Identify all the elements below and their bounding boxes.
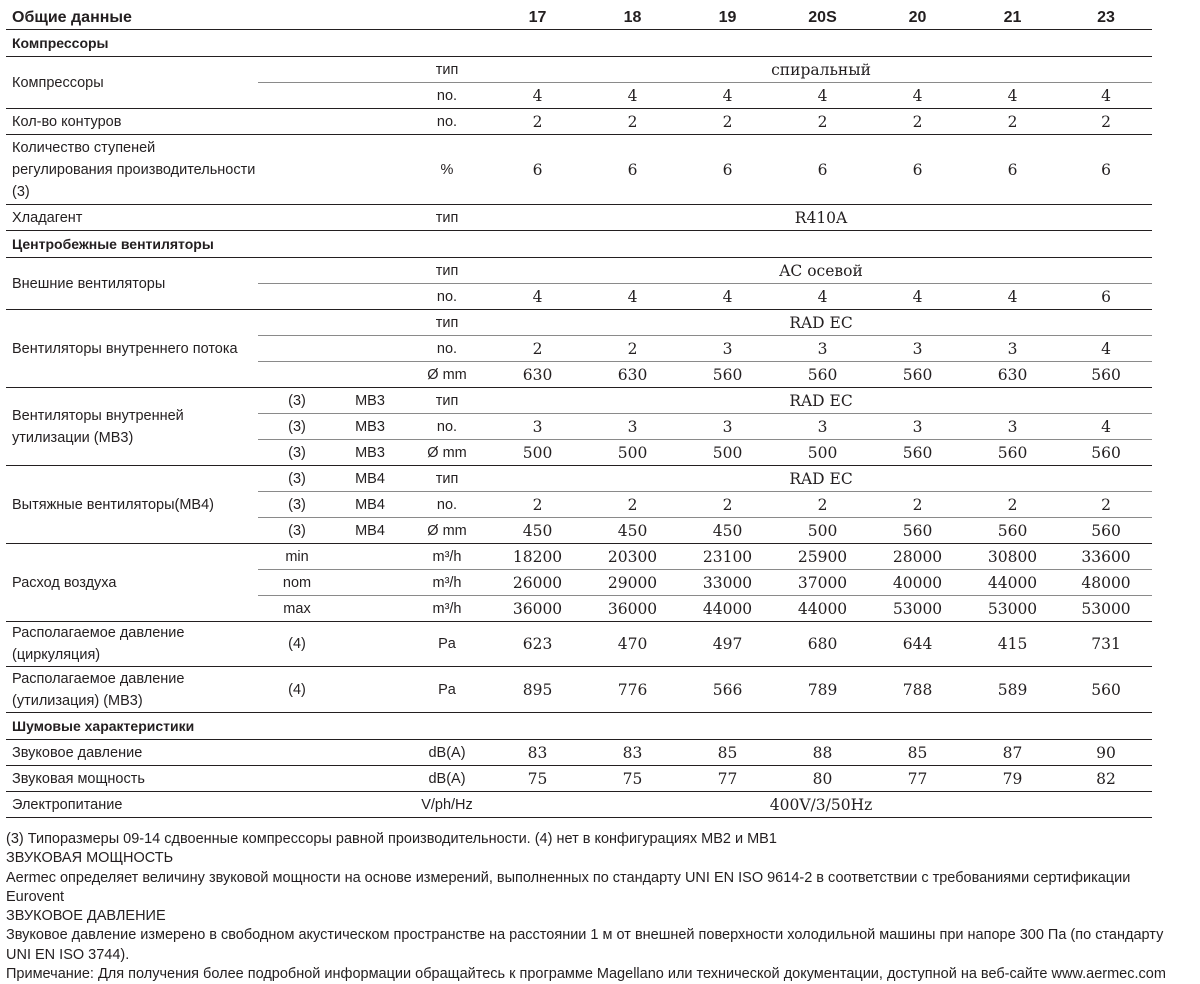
value-cell: 4 xyxy=(490,284,585,310)
value-cell: 44000 xyxy=(680,596,775,622)
row-model xyxy=(336,362,404,388)
value-cell: 53000 xyxy=(1060,596,1152,622)
row-unit: тип xyxy=(404,466,490,492)
row-model xyxy=(336,135,404,205)
table-row xyxy=(6,109,1152,135)
value-cell: 560 xyxy=(1060,518,1152,544)
row-model xyxy=(336,740,404,766)
value-cell: 630 xyxy=(965,362,1060,388)
value-cell: 3 xyxy=(965,414,1060,440)
value-cell: 2 xyxy=(1060,109,1152,135)
footnote-line: ЗВУКОВАЯ МОЩНОСТЬ xyxy=(6,850,174,867)
row-note: min xyxy=(258,544,336,570)
table-row xyxy=(6,766,1152,792)
value-cell: 4 xyxy=(775,83,870,109)
value-cell: 4 xyxy=(680,284,775,310)
value-cell: 23100 xyxy=(680,544,775,570)
table-row xyxy=(6,740,1152,766)
row-note xyxy=(258,362,336,388)
value-cell: 776 xyxy=(585,667,680,713)
row-unit: тип xyxy=(404,258,490,284)
row-note xyxy=(258,740,336,766)
footnote-line: Звуковое давление измерено в свободном акустическом пространстве на расстоянии 1 м от внешней поверхности холодильной машины при напоре 300 Па (по стандарту UNI EN ISO 3744). xyxy=(6,927,1164,963)
row-model xyxy=(336,336,404,362)
value-cell: 36000 xyxy=(585,596,680,622)
table-row xyxy=(6,310,1152,336)
row-model: MB3 xyxy=(336,414,404,440)
value-cell: 18200 xyxy=(490,544,585,570)
row-model xyxy=(336,667,404,713)
value-cell: 79 xyxy=(965,766,1060,792)
spanning-value: RAD EC xyxy=(490,466,1152,492)
value-cell: 83 xyxy=(585,740,680,766)
value-cell: 450 xyxy=(585,518,680,544)
value-cell: 33600 xyxy=(1060,544,1152,570)
value-cell: 3 xyxy=(775,414,870,440)
row-note: (3) xyxy=(258,518,336,544)
row-label: Вентиляторы внутреннего потока xyxy=(6,310,258,388)
row-unit: Ø mm xyxy=(404,362,490,388)
footnote-line: ЗВУКОВОЕ ДАВЛЕНИЕ xyxy=(6,908,166,925)
value-cell: 497 xyxy=(680,622,775,667)
row-model xyxy=(336,109,404,135)
value-cell: 4 xyxy=(1060,83,1152,109)
row-unit: dB(A) xyxy=(404,766,490,792)
value-cell: 470 xyxy=(585,622,680,667)
row-unit: no. xyxy=(404,336,490,362)
table-row xyxy=(6,57,1152,83)
row-unit: dB(A) xyxy=(404,740,490,766)
model-header: 20S xyxy=(775,6,870,30)
row-note: (3) xyxy=(258,492,336,518)
section-title: Центробежные вентиляторы xyxy=(6,231,1152,258)
value-cell: 4 xyxy=(490,83,585,109)
value-cell: 500 xyxy=(680,440,775,466)
value-cell: 33000 xyxy=(680,570,775,596)
row-unit: Pa xyxy=(404,622,490,667)
value-cell: 4 xyxy=(870,83,965,109)
value-cell: 75 xyxy=(490,766,585,792)
value-cell: 2 xyxy=(680,492,775,518)
row-note xyxy=(258,83,336,109)
section-row xyxy=(6,30,1152,57)
value-cell: 2 xyxy=(775,109,870,135)
row-unit: no. xyxy=(404,284,490,310)
value-cell: 644 xyxy=(870,622,965,667)
value-cell: 2 xyxy=(870,492,965,518)
value-cell: 566 xyxy=(680,667,775,713)
row-note: (4) xyxy=(258,622,336,667)
row-note: (3) xyxy=(258,414,336,440)
value-cell: 500 xyxy=(775,440,870,466)
spanning-value: 400V/3/50Hz xyxy=(490,792,1152,818)
value-cell: 560 xyxy=(965,440,1060,466)
row-label: Звуковое давление xyxy=(6,740,258,766)
model-header: 23 xyxy=(1060,6,1152,30)
value-cell: 4 xyxy=(585,83,680,109)
row-unit: no. xyxy=(404,109,490,135)
row-note xyxy=(258,57,336,83)
model-header: 20 xyxy=(870,6,965,30)
row-note: max xyxy=(258,596,336,622)
value-cell: 4 xyxy=(775,284,870,310)
value-cell: 6 xyxy=(585,135,680,205)
value-cell: 4 xyxy=(680,83,775,109)
row-model xyxy=(336,766,404,792)
section-title: Компрессоры xyxy=(6,30,1152,57)
value-cell: 2 xyxy=(965,109,1060,135)
value-cell: 4 xyxy=(585,284,680,310)
spanning-value: AC осевой xyxy=(490,258,1152,284)
value-cell: 895 xyxy=(490,667,585,713)
value-cell: 560 xyxy=(1060,362,1152,388)
row-unit: тип xyxy=(404,388,490,414)
row-model xyxy=(336,258,404,284)
value-cell: 6 xyxy=(490,135,585,205)
value-cell: 2 xyxy=(870,109,965,135)
row-unit: no. xyxy=(404,414,490,440)
table-row xyxy=(6,135,1152,205)
value-cell: 560 xyxy=(1060,667,1152,713)
row-model xyxy=(336,792,404,818)
row-unit: no. xyxy=(404,83,490,109)
table-row xyxy=(6,544,1152,570)
value-cell: 4 xyxy=(870,284,965,310)
row-label: Внешние вентиляторы xyxy=(6,258,258,310)
value-cell: 6 xyxy=(1060,135,1152,205)
row-unit: тип xyxy=(404,57,490,83)
row-label: Кол-во контуров xyxy=(6,109,258,135)
spanning-value: RAD EC xyxy=(490,388,1152,414)
value-cell: 83 xyxy=(490,740,585,766)
row-note xyxy=(258,336,336,362)
row-unit: % xyxy=(404,135,490,205)
row-note xyxy=(258,284,336,310)
row-note xyxy=(258,258,336,284)
row-label: Компрессоры xyxy=(6,57,258,109)
value-cell: 789 xyxy=(775,667,870,713)
value-cell: 88 xyxy=(775,740,870,766)
value-cell: 6 xyxy=(965,135,1060,205)
specifications-table xyxy=(6,6,1152,818)
row-unit: m³/h xyxy=(404,544,490,570)
value-cell: 77 xyxy=(870,766,965,792)
value-cell: 3 xyxy=(870,336,965,362)
value-cell: 77 xyxy=(680,766,775,792)
value-cell: 450 xyxy=(680,518,775,544)
value-cell: 680 xyxy=(775,622,870,667)
row-model xyxy=(336,544,404,570)
value-cell: 48000 xyxy=(1060,570,1152,596)
value-cell: 90 xyxy=(1060,740,1152,766)
table-row xyxy=(6,466,1152,492)
value-cell: 80 xyxy=(775,766,870,792)
row-unit: тип xyxy=(404,310,490,336)
value-cell: 560 xyxy=(680,362,775,388)
row-model xyxy=(336,205,404,231)
value-cell: 2 xyxy=(490,336,585,362)
section-row xyxy=(6,231,1152,258)
value-cell: 2 xyxy=(775,492,870,518)
footnote-line: Aermec определяет величину звуковой мощности на основе измерений, выполненных по стандарту UNI EN ISO 9614-2 в соответствии с требованиями сертификации Eurovent xyxy=(6,869,1131,905)
row-note: nom xyxy=(258,570,336,596)
value-cell: 2 xyxy=(680,109,775,135)
value-cell: 2 xyxy=(1060,492,1152,518)
value-cell: 500 xyxy=(585,440,680,466)
value-cell: 3 xyxy=(775,336,870,362)
value-cell: 26000 xyxy=(490,570,585,596)
value-cell: 2 xyxy=(585,109,680,135)
row-note xyxy=(258,310,336,336)
table-title: Общие данные xyxy=(6,6,490,30)
row-label: Звуковая мощность xyxy=(6,766,258,792)
value-cell: 6 xyxy=(1060,284,1152,310)
row-model: MB4 xyxy=(336,492,404,518)
value-cell: 630 xyxy=(585,362,680,388)
value-cell: 53000 xyxy=(965,596,1060,622)
value-cell: 630 xyxy=(490,362,585,388)
value-cell: 560 xyxy=(870,362,965,388)
value-cell: 500 xyxy=(775,518,870,544)
row-model: MB4 xyxy=(336,466,404,492)
value-cell: 40000 xyxy=(870,570,965,596)
value-cell: 75 xyxy=(585,766,680,792)
value-cell: 560 xyxy=(775,362,870,388)
value-cell: 85 xyxy=(870,740,965,766)
row-label: Электропитание xyxy=(6,792,258,818)
value-cell: 2 xyxy=(490,109,585,135)
table-row xyxy=(6,205,1152,231)
value-cell: 2 xyxy=(965,492,1060,518)
value-cell: 44000 xyxy=(965,570,1060,596)
value-cell: 36000 xyxy=(490,596,585,622)
footnotes xyxy=(6,830,1186,984)
row-label: Вытяжные вентиляторы(MB4) xyxy=(6,466,258,544)
section-title: Шумовые характеристики xyxy=(6,713,1152,740)
table-row xyxy=(6,258,1152,284)
row-unit: Pa xyxy=(404,667,490,713)
row-model xyxy=(336,83,404,109)
value-cell: 87 xyxy=(965,740,1060,766)
value-cell: 28000 xyxy=(870,544,965,570)
value-cell: 3 xyxy=(680,336,775,362)
row-note: (3) xyxy=(258,466,336,492)
footnote-line: (3) Типоразмеры 09-14 сдвоенные компрессоры равной производительности. (4) нет в конфигурациях MB2 и MB1 xyxy=(6,831,777,847)
table-row xyxy=(6,622,1152,667)
row-note xyxy=(258,135,336,205)
value-cell: 2 xyxy=(490,492,585,518)
row-unit: Ø mm xyxy=(404,440,490,466)
row-label: Располагаемое давление (циркуляция) xyxy=(6,622,258,667)
value-cell: 2 xyxy=(585,492,680,518)
value-cell: 85 xyxy=(680,740,775,766)
value-cell: 4 xyxy=(965,83,1060,109)
spanning-value: RAD EC xyxy=(490,310,1152,336)
row-unit: no. xyxy=(404,492,490,518)
row-model: MB3 xyxy=(336,440,404,466)
value-cell: 560 xyxy=(965,518,1060,544)
row-label: Хладагент xyxy=(6,205,258,231)
row-note xyxy=(258,109,336,135)
value-cell: 2 xyxy=(585,336,680,362)
row-note: (4) xyxy=(258,667,336,713)
value-cell: 3 xyxy=(585,414,680,440)
value-cell: 560 xyxy=(870,518,965,544)
value-cell: 82 xyxy=(1060,766,1152,792)
header-row xyxy=(6,6,1152,30)
value-cell: 560 xyxy=(1060,440,1152,466)
spanning-value: спиральный xyxy=(490,57,1152,83)
value-cell: 3 xyxy=(680,414,775,440)
model-header: 17 xyxy=(490,6,585,30)
row-unit: Ø mm xyxy=(404,518,490,544)
value-cell: 3 xyxy=(965,336,1060,362)
value-cell: 623 xyxy=(490,622,585,667)
row-model xyxy=(336,596,404,622)
value-cell: 589 xyxy=(965,667,1060,713)
value-cell: 3 xyxy=(870,414,965,440)
table-row xyxy=(6,792,1152,818)
row-model xyxy=(336,57,404,83)
row-unit: V/ph/Hz xyxy=(404,792,490,818)
row-unit: m³/h xyxy=(404,570,490,596)
spanning-value: R410A xyxy=(490,205,1152,231)
row-note: (3) xyxy=(258,440,336,466)
row-label: Количество ступеней регулирования производительности (3) xyxy=(6,135,258,205)
row-note xyxy=(258,205,336,231)
model-header: 19 xyxy=(680,6,775,30)
row-label: Расход воздуха xyxy=(6,544,258,622)
value-cell: 30800 xyxy=(965,544,1060,570)
value-cell: 20300 xyxy=(585,544,680,570)
value-cell: 500 xyxy=(490,440,585,466)
value-cell: 560 xyxy=(870,440,965,466)
section-row xyxy=(6,713,1152,740)
value-cell: 6 xyxy=(680,135,775,205)
row-label: Располагаемое давление (утилизация) (MB3) xyxy=(6,667,258,713)
row-model xyxy=(336,622,404,667)
row-unit: m³/h xyxy=(404,596,490,622)
value-cell: 415 xyxy=(965,622,1060,667)
table-row xyxy=(6,388,1152,414)
value-cell: 788 xyxy=(870,667,965,713)
row-model xyxy=(336,310,404,336)
footnote-line: Примечание: Для получения более подробной информации обращайтесь к программе Magellano или технической документации, доступной на веб-сайте www.aermec.com xyxy=(6,966,1166,983)
value-cell: 6 xyxy=(775,135,870,205)
model-header: 21 xyxy=(965,6,1060,30)
value-cell: 37000 xyxy=(775,570,870,596)
value-cell: 44000 xyxy=(775,596,870,622)
row-note xyxy=(258,766,336,792)
value-cell: 450 xyxy=(490,518,585,544)
row-model: MB3 xyxy=(336,388,404,414)
table-row xyxy=(6,667,1152,713)
model-header: 18 xyxy=(585,6,680,30)
row-note: (3) xyxy=(258,388,336,414)
row-label: Вентиляторы внутренней утилизации (MB3) xyxy=(6,388,258,466)
row-model xyxy=(336,570,404,596)
value-cell: 3 xyxy=(490,414,585,440)
value-cell: 6 xyxy=(870,135,965,205)
value-cell: 25900 xyxy=(775,544,870,570)
value-cell: 4 xyxy=(965,284,1060,310)
value-cell: 4 xyxy=(1060,336,1152,362)
row-model: MB4 xyxy=(336,518,404,544)
value-cell: 53000 xyxy=(870,596,965,622)
value-cell: 4 xyxy=(1060,414,1152,440)
value-cell: 731 xyxy=(1060,622,1152,667)
row-unit: тип xyxy=(404,205,490,231)
value-cell: 29000 xyxy=(585,570,680,596)
row-model xyxy=(336,284,404,310)
row-note xyxy=(258,792,336,818)
